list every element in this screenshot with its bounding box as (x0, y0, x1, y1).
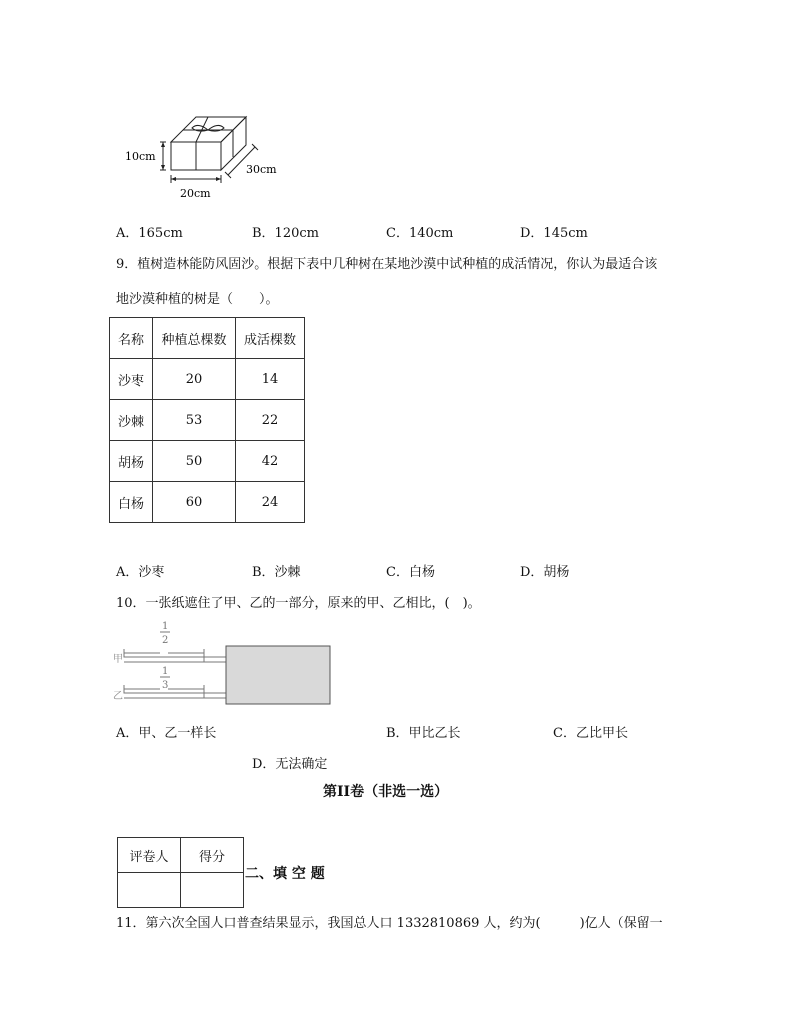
q8-option-a: A．165cm (116, 226, 183, 241)
yi-fraction-numerator: 1 (162, 666, 169, 677)
table-row (110, 441, 305, 482)
score-table (117, 837, 244, 908)
table-cell: 14 (236, 359, 305, 400)
jia-fraction-numerator: 1 (162, 621, 169, 632)
q9-option-c: C．白杨 (386, 565, 435, 580)
table-cell: 20 (153, 359, 236, 400)
table-header-row (110, 318, 305, 359)
table-header: 名称 (110, 318, 153, 359)
table-cell: 白杨 (110, 482, 153, 523)
q9-option-b: B．沙棘 (252, 565, 301, 580)
table-cell: 50 (153, 441, 236, 482)
q10-option-a: A．甲、乙一样长 (116, 726, 217, 741)
table-cell: 22 (236, 400, 305, 441)
cover-paper (226, 646, 330, 704)
gift-box-figure (120, 105, 290, 205)
depth-label: 30cm (246, 163, 277, 176)
q9-text-line1: 9．植树造林能防风固沙。根据下表中几种树在某地沙漠中试种植的成活情况，你认为最适合该 (116, 257, 658, 272)
height-label: 10cm (125, 150, 156, 163)
q9-option-d: D．胡杨 (520, 565, 570, 580)
table-row (110, 400, 305, 441)
table-cell: 沙枣 (110, 359, 153, 400)
table-row (110, 359, 305, 400)
yi-label: 乙 (113, 691, 123, 702)
table-cell: 沙棘 (110, 400, 153, 441)
jia-fraction-denominator: 2 (162, 635, 169, 646)
q8-option-d: D．145cm (520, 226, 588, 241)
q8-option-b: B．120cm (252, 226, 319, 241)
table-cell: 胡杨 (110, 441, 153, 482)
table-header: 成活棵数 (236, 318, 305, 359)
q9-option-a: A．沙枣 (116, 565, 165, 580)
score-header-row (118, 838, 244, 873)
yi-fraction-denominator: 3 (162, 680, 169, 691)
table-cell: 53 (153, 400, 236, 441)
q10-option-d: D．无法确定 (252, 757, 328, 772)
q8-option-c: C．140cm (386, 226, 454, 241)
table-cell: 24 (236, 482, 305, 523)
grader-cell (118, 873, 181, 908)
q9-text-line2: 地沙漠种植的树是（ ）。 (116, 292, 279, 307)
score-blank-row (118, 873, 244, 908)
score-cell (181, 873, 244, 908)
tree-survival-table (109, 317, 305, 523)
part-title: 二、填 空 题 (245, 866, 325, 882)
width-label: 20cm (180, 187, 211, 200)
jia-label: 甲 (113, 654, 123, 665)
q10-option-b: B．甲比乙长 (386, 726, 461, 741)
table-cell: 60 (153, 482, 236, 523)
q10-text: 10．一张纸遮住了甲、乙的一部分，原来的甲、乙相比，( )。 (116, 596, 481, 611)
grader-header: 评卷人 (118, 838, 181, 873)
section-title: 第II卷（非选一选） (323, 784, 449, 800)
score-header: 得分 (181, 838, 244, 873)
table-header: 种植总棵数 (153, 318, 236, 359)
paper-cover-figure (112, 618, 334, 710)
q11-text: 11．第六次全国人口普查结果显示，我国总人口 1332810869 人，约为( )亿人（保留一 (116, 916, 663, 931)
table-cell: 42 (236, 441, 305, 482)
q10-option-c: C．乙比甲长 (553, 726, 628, 741)
table-row (110, 482, 305, 523)
